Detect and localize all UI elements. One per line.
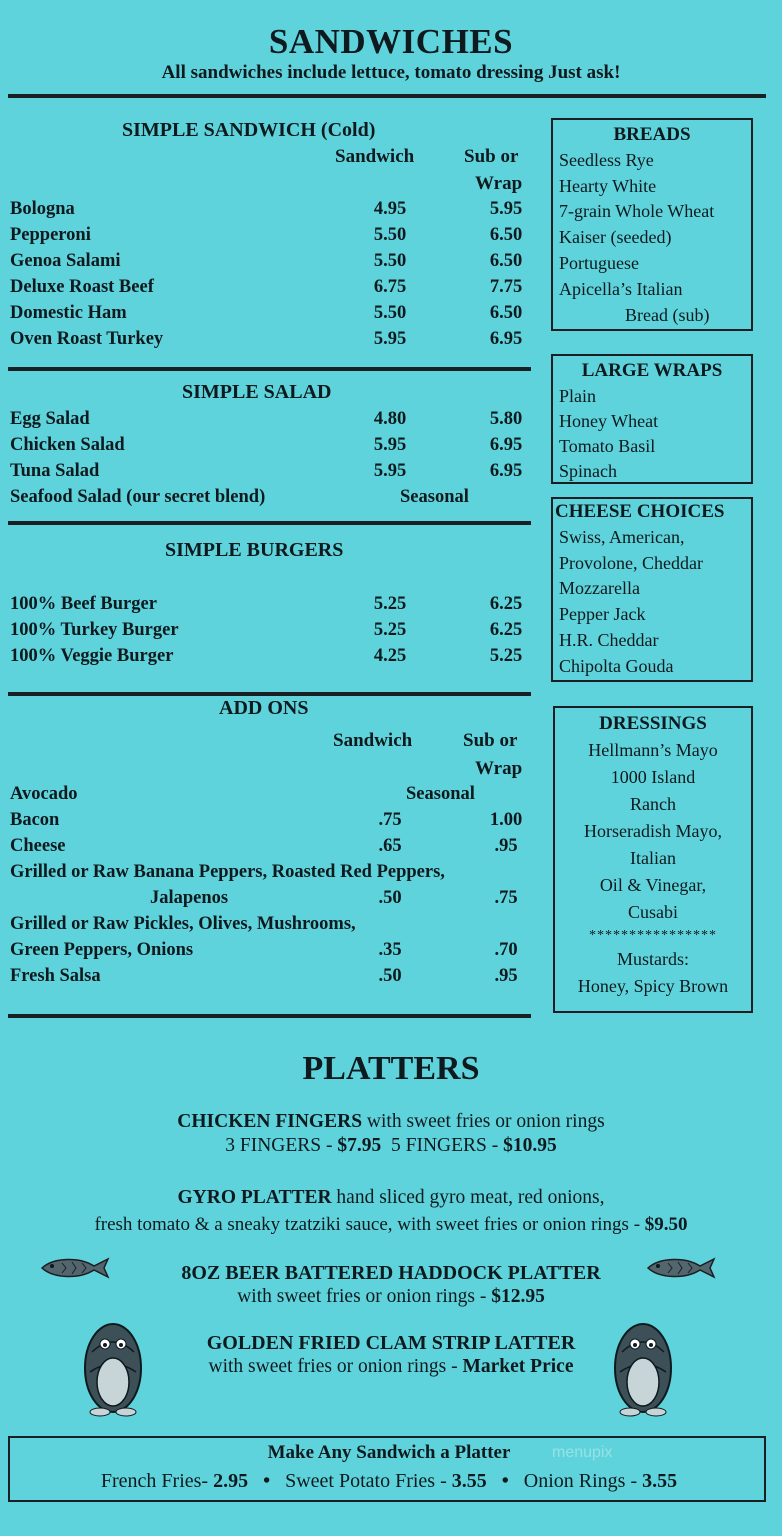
platter-upgrade-box [8,1436,766,1502]
cheese-option: Swiss, American, [559,526,685,547]
sub-price: 6.95 [489,435,523,455]
page-subtitle: All sandwiches include lettuce, tomato dressing Just ask! [161,62,621,83]
column-header-sandwich: Sandwich [333,730,413,751]
item-name: 100% Turkey Burger [10,620,179,640]
sub-price: .95 [494,836,518,856]
menu-item [10,274,540,300]
side-label: French Fries- [100,1470,214,1492]
item-name: 100% Beef Burger [10,594,157,614]
section-title-add-ons: ADD ONS [219,697,309,719]
page-title: SANDWICHES [268,22,514,61]
cheese-option: H.R. Cheddar [559,629,659,650]
item-name: Bacon [10,810,60,830]
large-wraps-title: LARGE WRAPS [581,360,723,381]
sandwich-price: 4.25 [373,646,407,666]
platter-name: GYRO PLATTER [177,1187,332,1208]
sub-price: .70 [494,940,518,960]
sub-price: 6.50 [489,251,523,271]
sub-price: 6.50 [489,303,523,323]
wrap-option: Spinach [559,460,617,481]
side-price: 3.55 [451,1470,487,1492]
bread-option: Kaiser (seeded) [559,227,672,248]
platter-price: Market Price [462,1356,574,1377]
sub-price: 6.25 [489,620,523,640]
bread-option: Seedless Rye [559,149,654,170]
cheese-choices-title: CHEESE CHOICES [555,501,725,522]
sandwich-price: 5.50 [373,303,407,323]
option-price: $10.95 [503,1135,557,1156]
dressing-option: 1000 Island [610,767,696,787]
item-name: Grilled or Raw Banana Peppers, Roasted Red Peppers, [10,862,445,882]
menu-item [10,196,540,222]
item-name: Domestic Ham [10,303,127,323]
item-name: Grilled or Raw Pickles, Olives, Mushrooms, [10,914,356,934]
item-name: Deluxe Roast Beef [10,277,154,297]
sub-price: 6.95 [489,329,523,349]
cheese-option: Mozzarella [559,578,640,599]
sub-price: .95 [494,966,518,986]
sandwich-price: 4.95 [373,199,407,219]
column-header-wrap: Wrap [475,173,523,194]
platter-upgrade-options [10,1470,768,1493]
menu-item [10,458,540,484]
item-name: Chicken Salad [10,435,125,455]
platter-upgrade-title: Make Any Sandwich a Platter [267,1442,511,1463]
dressing-option: Cusabi [627,902,678,922]
bread-option: Hearty White [559,175,657,196]
platter-price: $12.95 [491,1286,545,1307]
platter-name: CHICKEN FINGERS [177,1111,363,1132]
dressing-option: Hellmann’s Mayo [588,740,718,760]
item-name: Bologna [10,199,75,219]
dressing-option: Italian [630,848,676,868]
dressings-title: DRESSINGS [599,713,707,734]
sandwich-price: .35 [378,940,402,960]
column-header-sub: Sub or [463,730,518,751]
add-on-item [10,963,540,989]
add-on-item [10,885,540,911]
clam-line-2 [0,1355,782,1379]
bullet: • [501,1470,509,1492]
gyro-line-2 [0,1213,782,1237]
menu-item [10,326,540,352]
platter-desc: with sweet fries or onion rings - [237,1286,492,1307]
option-label: 3 FINGERS - [225,1135,338,1156]
dressings-box [553,706,753,1013]
watermark: menupix [552,1444,613,1461]
section-divider [8,367,531,371]
sub-price: 6.95 [489,461,523,481]
sandwich-price: 5.25 [373,620,407,640]
sandwich-price: 4.80 [373,409,407,429]
sandwich-price: 5.95 [373,329,407,349]
sub-price: 6.50 [489,225,523,245]
side-label: Sweet Potato Fries - [285,1470,452,1492]
mustards-label: Mustards: [617,949,689,969]
add-on-item [10,937,540,963]
sandwich-price: 6.75 [373,277,407,297]
column-header-sandwich: Sandwich [335,146,415,167]
side-label: Onion Rings - [523,1470,643,1492]
item-name: Tuna Salad [10,461,100,481]
platters-title: PLATTERS [302,1050,480,1087]
sub-price: 1.00 [489,810,523,830]
add-on-item [10,859,540,885]
haddock-title: 8OZ BEER BATTERED HADDOCK PLATTER [181,1262,601,1284]
section-title-simple-burgers: SIMPLE BURGERS [165,539,344,561]
dressing-option: Oil & Vinegar, [599,875,707,895]
wrap-option: Honey Wheat [559,410,659,431]
bread-option: Bread (sub) [625,304,710,325]
sandwich-price: 5.95 [373,461,407,481]
sandwich-price: .65 [378,836,402,856]
column-header-wrap: Wrap [475,758,523,779]
haddock-line-2 [0,1285,782,1309]
clam-title: GOLDEN FRIED CLAM STRIP LATTER [206,1332,576,1354]
menu-item [10,432,540,458]
platter-desc: with sweet fries or onion rings - [208,1356,463,1377]
add-on-item [10,911,540,937]
add-on-item [10,807,540,833]
option-price: $7.95 [337,1135,382,1156]
bread-option: 7-grain Whole Wheat [559,201,715,222]
large-wraps-box [551,354,753,484]
sub-price: 5.80 [489,409,523,429]
menu-item [10,643,540,669]
wrap-option: Tomato Basil [559,435,656,456]
gyro-line [0,1186,782,1210]
dressing-option: Ranch [630,794,676,814]
sub-price: 6.25 [489,594,523,614]
item-name: Cheese [10,836,66,856]
bread-option: Apicella’s Italian [559,278,683,299]
item-name: Egg Salad [10,409,90,429]
menu-item [10,248,540,274]
cheese-option: Chipolta Gouda [559,655,674,676]
platter-desc: fresh tomato & a sneaky tzatziki sauce, with sweet fries or onion rings - [94,1214,645,1235]
section-divider [8,692,531,696]
cheese-option: Pepper Jack [559,604,646,625]
section-divider [8,1014,531,1018]
item-name: Avocado [10,784,78,804]
sandwich-price: 5.95 [373,435,407,455]
breads-title: BREADS [613,124,691,145]
mustards-list: Honey, Spicy Brown [577,976,729,996]
sub-price: 5.95 [489,199,523,219]
bullet: • [263,1470,271,1492]
menu-item [10,300,540,326]
sandwich-price: 5.50 [373,225,407,245]
menu-item [10,222,540,248]
item-name: 100% Veggie Burger [10,646,174,666]
sub-price: 7.75 [489,277,523,297]
seasonal-note: Seasonal [400,487,469,507]
dressings-divider: **************** [589,928,717,943]
chicken-fingers-line [0,1110,782,1134]
item-name: Jalapenos [150,888,229,908]
item-name: Genoa Salami [10,251,121,271]
section-divider [8,521,531,525]
menu-item [10,617,540,643]
sub-price: .75 [494,888,518,908]
wrap-option: Plain [559,385,597,406]
platter-price: $9.50 [644,1214,688,1235]
column-header-sub: Sub or [464,146,519,167]
breads-box [551,118,753,331]
menu-item [10,591,540,617]
cheese-option: Provolone, Cheddar [559,552,703,573]
side-price: 2.95 [213,1470,249,1492]
side-price: 3.55 [642,1470,678,1492]
header-divider [8,94,766,98]
add-on-item [10,833,540,859]
item-name: Oven Roast Turkey [10,329,164,349]
sandwich-price: .50 [378,966,402,986]
bread-option: Portuguese [559,252,639,273]
chicken-fingers-prices [0,1134,782,1158]
section-title-simple-sandwich: SIMPLE SANDWICH (Cold) [122,119,376,141]
seasonal-note: Seasonal [406,784,475,804]
menu-item [10,406,540,432]
platter-desc: hand sliced gyro meat, red onions, [331,1187,605,1208]
dressing-option: Horseradish Mayo, [584,821,722,841]
option-label: 5 FINGERS - [391,1135,504,1156]
sandwich-price: .75 [378,810,402,830]
item-name: Green Peppers, Onions [10,940,194,960]
menu-item [10,484,540,510]
item-name: Seafood Salad (our secret blend) [10,487,266,507]
sandwich-price: 5.50 [373,251,407,271]
cheese-choices-box [551,497,753,682]
item-name: Pepperoni [10,225,91,245]
item-name: Fresh Salsa [10,966,101,986]
sandwich-price: .50 [378,888,402,908]
section-title-simple-salad: SIMPLE SALAD [182,381,332,403]
platter-desc: with sweet fries or onion rings [362,1111,605,1132]
add-on-item [10,781,540,807]
sub-price: 5.25 [489,646,523,666]
sandwich-price: 5.25 [373,594,407,614]
